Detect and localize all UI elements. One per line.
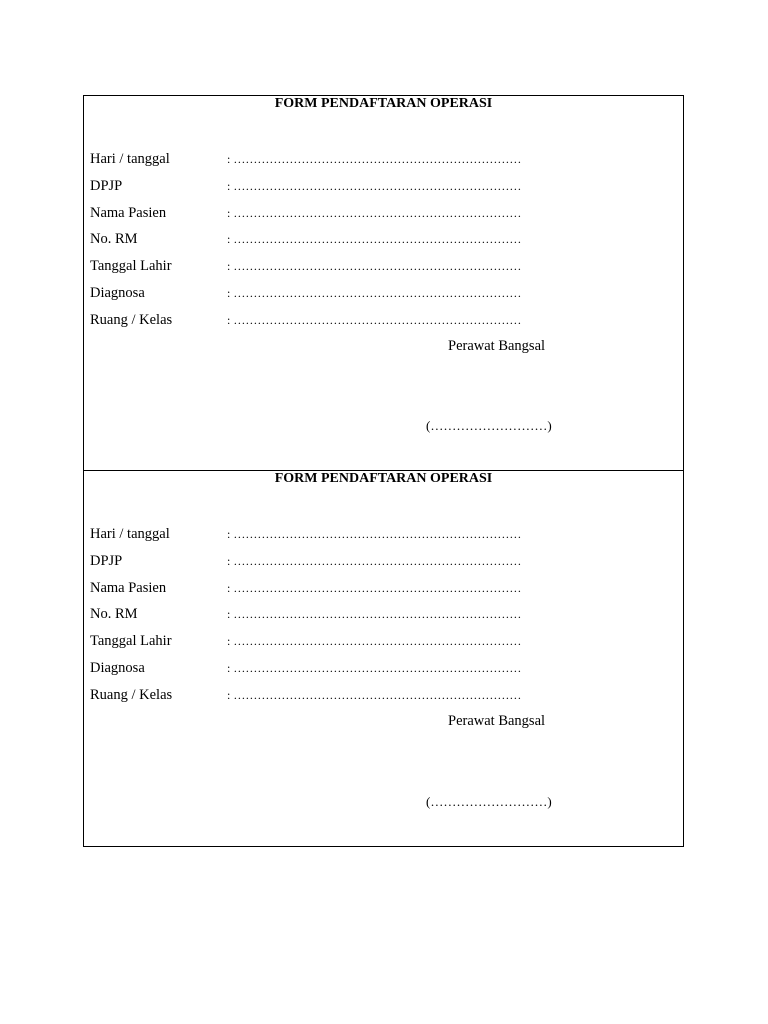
field-label: Tanggal Lahir (90, 633, 172, 649)
field-blank[interactable]: : ……………………………………………………………… (227, 634, 522, 648)
field-blank[interactable]: : ……………………………………………………………… (227, 313, 522, 327)
field-blank[interactable]: : ……………………………………………………………… (227, 206, 522, 220)
field-label: Diagnosa (90, 660, 145, 676)
field-blank[interactable]: : ……………………………………………………………… (227, 688, 522, 702)
field-blank[interactable]: : ……………………………………………………………… (227, 259, 522, 273)
signature-line[interactable]: (………………………) (426, 418, 552, 433)
field-label: Hari / tanggal (90, 151, 170, 167)
field-blank[interactable]: : ……………………………………………………………… (227, 661, 522, 675)
field-label: Ruang / Kelas (90, 687, 173, 703)
field-label: Tanggal Lahir (90, 258, 172, 274)
field-blank[interactable]: : ……………………………………………………………… (227, 179, 522, 193)
registration-form-1 (83, 95, 684, 471)
field-label: Ruang / Kelas (90, 312, 173, 328)
field-label: No. RM (90, 231, 138, 247)
field-blank[interactable]: : ……………………………………………………………… (227, 554, 522, 568)
field-blank[interactable]: : ……………………………………………………………… (227, 152, 522, 166)
form-title: FORM PENDAFTARAN OPERASI (274, 471, 493, 486)
field-label: Diagnosa (90, 285, 145, 301)
signer-role: Perawat Bangsal (448, 713, 546, 729)
field-label: DPJP (90, 178, 123, 194)
field-label: DPJP (90, 553, 123, 569)
field-blank[interactable]: : ……………………………………………………………… (227, 286, 522, 300)
field-label: No. RM (90, 606, 138, 622)
field-label: Nama Pasien (90, 205, 167, 221)
signature-line[interactable]: (………………………) (426, 794, 552, 809)
signer-role: Perawat Bangsal (448, 338, 546, 354)
field-label: Hari / tanggal (90, 526, 170, 542)
registration-form-2 (83, 470, 684, 847)
field-label: Nama Pasien (90, 580, 167, 596)
field-blank[interactable]: : ……………………………………………………………… (227, 581, 522, 595)
field-blank[interactable]: : ……………………………………………………………… (227, 607, 522, 621)
field-blank[interactable]: : ……………………………………………………………… (227, 527, 522, 541)
field-blank[interactable]: : ……………………………………………………………… (227, 232, 522, 246)
form-title: FORM PENDAFTARAN OPERASI (274, 96, 493, 111)
